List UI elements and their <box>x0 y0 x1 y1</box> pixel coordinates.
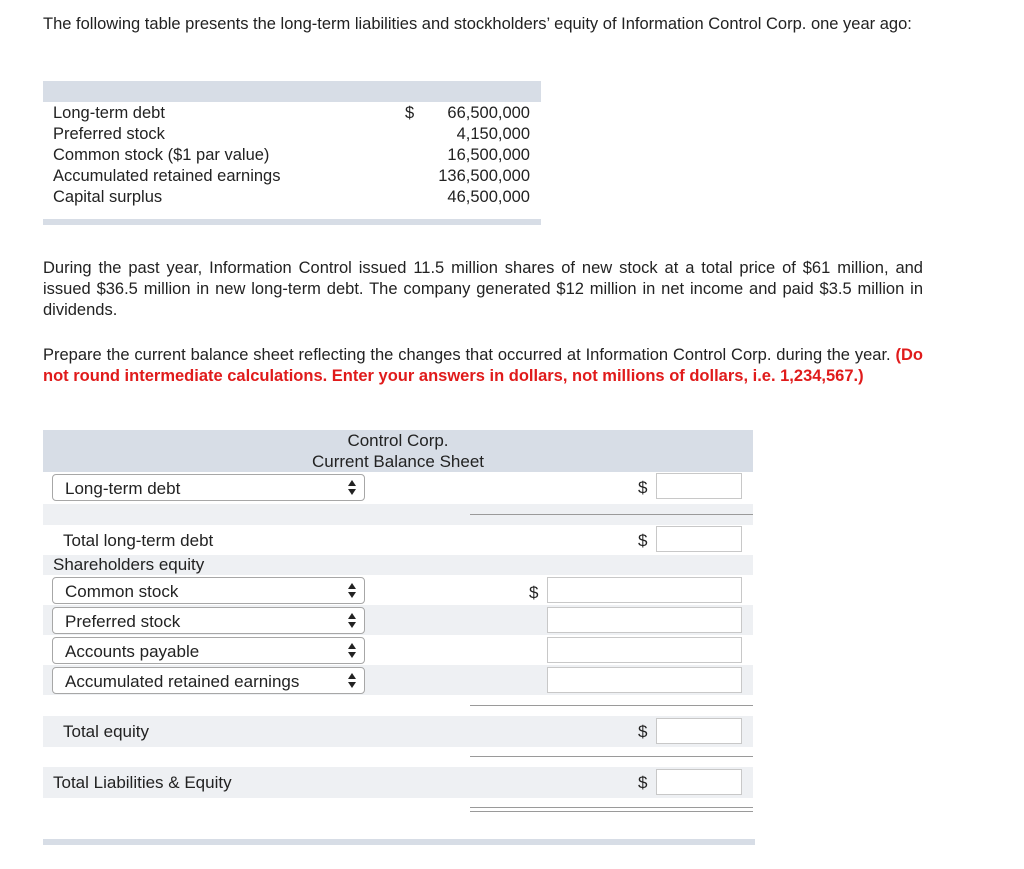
select-value: Common stock <box>65 582 179 601</box>
select-value: Accounts payable <box>65 642 200 661</box>
table-footer-bar <box>43 839 755 845</box>
intro-text: The following table presents the long-term liabilities and stockholders’ equity of Information Control Corp. one year ago: <box>43 15 912 33</box>
given-row-value: 46,500,000 <box>447 188 530 206</box>
given-row-value: 4,150,000 <box>456 125 530 143</box>
given-row-label: Preferred stock <box>53 125 165 143</box>
total-debt-input[interactable] <box>656 526 742 552</box>
total-debt-label: Total long-term debt <box>63 531 214 550</box>
currency-symbol: $ <box>529 583 539 602</box>
given-table-header-bar <box>43 81 541 102</box>
instructions <box>43 345 923 387</box>
equity-row <box>43 635 753 665</box>
select-arrows-icon <box>348 612 356 630</box>
balance-sheet-header <box>43 430 753 472</box>
given-row-label: Common stock ($1 par value) <box>53 146 270 164</box>
select-value: Long-term debt <box>65 479 181 498</box>
total-equity-input[interactable] <box>656 718 742 744</box>
currency-symbol: $ <box>638 531 648 550</box>
debt-account-select[interactable] <box>52 474 365 501</box>
given-row-label: Capital surplus <box>53 188 163 206</box>
instructions-text: Prepare the current balance sheet reflecting the changes that occurred at Information Control Corp. during the year. <box>43 346 891 364</box>
equity-row <box>43 605 753 635</box>
sheet-title: Current Balance Sheet <box>312 452 484 471</box>
equity-account-select[interactable] <box>52 577 365 604</box>
equity-row <box>43 665 753 695</box>
total-double-rule <box>470 807 753 808</box>
given-row-value: 16,500,000 <box>447 146 530 164</box>
equity-row <box>43 575 753 605</box>
equity-account-select[interactable] <box>52 607 365 634</box>
accounts-payable-input[interactable] <box>547 637 742 663</box>
subtotal-rule <box>470 514 753 515</box>
given-row-label: Accumulated retained earnings <box>53 167 281 185</box>
select-value: Accumulated retained earnings <box>65 672 300 691</box>
subtotal-rule <box>470 705 753 706</box>
given-currency-symbol: $ <box>405 104 415 122</box>
currency-symbol: $ <box>638 773 648 792</box>
total-debt-row <box>43 526 753 554</box>
given-table-footer-bar <box>43 219 541 225</box>
total-le-row <box>43 767 753 798</box>
equity-heading-row <box>43 555 753 575</box>
instructions-emphasis: (Do not round intermediate calculations. Enter your answers in dollars, not millions of dollars, i.e. 1,234,567.) <box>43 346 923 385</box>
select-value: Preferred stock <box>65 612 181 631</box>
equity-account-select[interactable] <box>52 637 365 664</box>
total-equity-row <box>43 716 753 747</box>
total-equity-label: Total equity <box>63 722 149 741</box>
currency-symbol: $ <box>638 478 648 497</box>
given-row-label: Long-term debt <box>53 104 165 122</box>
company-title: Control Corp. <box>347 431 449 450</box>
common-stock-input[interactable] <box>547 577 742 603</box>
total-le-input[interactable] <box>656 769 742 795</box>
debt-row <box>43 472 753 503</box>
equity-heading: Shareholders equity <box>53 555 205 574</box>
equity-account-select[interactable] <box>52 667 365 694</box>
select-arrows-icon <box>348 672 356 690</box>
given-row-value: 66,500,000 <box>447 104 530 122</box>
select-arrows-icon <box>348 479 356 497</box>
select-arrows-icon <box>348 642 356 660</box>
total-le-label: Total Liabilities & Equity <box>53 773 232 792</box>
total-double-rule <box>470 811 753 812</box>
given-row-value: 136,500,000 <box>438 167 530 185</box>
currency-symbol: $ <box>638 722 648 741</box>
scenario-text: During the past year, Information Control issued 11.5 million shares of new stock at a total price of $61 million, and issued $36.5 million in new long-term debt. The company generated $12 million in net income and paid $3.5 million in dividends. <box>43 259 923 319</box>
select-arrows-icon <box>348 582 356 600</box>
debt-amount-input[interactable] <box>656 473 742 499</box>
subtotal-rule <box>470 756 753 757</box>
retained-earnings-input[interactable] <box>547 667 742 693</box>
preferred-stock-input[interactable] <box>547 607 742 633</box>
